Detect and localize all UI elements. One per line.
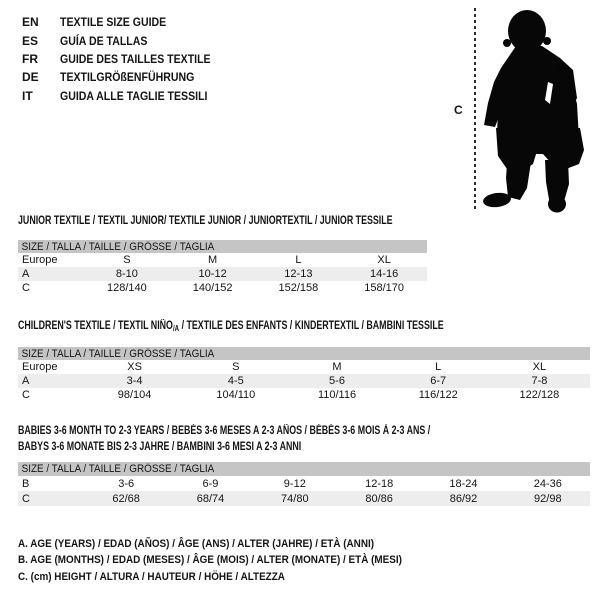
size-header-text: SIZE / TALLA / TAILLE / GRÖSSE / TAGLIA — [21, 347, 215, 360]
size-cell: S — [123, 254, 131, 266]
row-label: C — [22, 282, 30, 294]
size-cell: 12-13 — [284, 268, 313, 280]
size-cell: M — [208, 254, 218, 266]
size-header-bar — [18, 462, 590, 476]
footnote-a — [18, 536, 445, 552]
size-cell: 3-6 — [118, 477, 135, 490]
language-row-en — [22, 13, 231, 31]
table-row-age — [18, 267, 427, 281]
size-cell: XS — [127, 361, 142, 373]
size-cell: 140/152 — [192, 282, 233, 294]
size-cell: 152/158 — [278, 282, 319, 294]
size-cell: L — [295, 254, 302, 266]
children-size-table — [18, 347, 590, 402]
babies-size-table — [18, 462, 590, 506]
table-row-europe — [18, 253, 427, 267]
row-label: A — [22, 375, 30, 387]
toddler-silhouette-icon — [480, 4, 598, 214]
size-cell: 6-9 — [202, 477, 219, 490]
table-row-height — [18, 491, 590, 506]
language-list — [22, 13, 231, 105]
size-header-bar — [18, 347, 590, 360]
size-header-text: SIZE / TALLA / TAILLE / GRÖSSE / TAGLIA — [21, 463, 215, 475]
language-row-it — [22, 87, 231, 105]
size-cell: 68/74 — [196, 492, 225, 505]
size-cell: XL — [377, 254, 391, 266]
size-cell: 24-36 — [533, 477, 562, 490]
row-label: A — [22, 268, 30, 280]
size-cell: 3-4 — [126, 375, 143, 387]
junior-table-title — [18, 214, 393, 230]
size-cell: 116/122 — [418, 389, 458, 401]
language-code: ES — [22, 33, 39, 48]
table-row-height — [18, 388, 590, 402]
table-title-line1: BABIES 3-6 MONTH TO 2-3 YEARS / BEBÉS 3-6 MESES A 2-3 AÑOS / BÉBÉS 3-6 MOIS À 2-3 ANS / — [18, 425, 431, 437]
size-cell: 92/98 — [534, 492, 562, 505]
language-code: FR — [22, 51, 38, 66]
height-measure-label: C — [454, 103, 463, 117]
size-cell: 128/140 — [106, 282, 147, 294]
size-cell: 104/110 — [216, 389, 256, 401]
row-label: B — [22, 477, 30, 490]
footnote-text: A. AGE (YEARS) / EDAD (AÑOS) / ÂGE (ANS) / ALTER (JAHRE) / ETÀ (ANNI) — [18, 538, 375, 551]
footnote-text: B. AGE (MONTHS) / EDAD (MESES) / ÂGE (MOIS) / ALTER (MONATE) / ETÀ (MESI) — [18, 554, 402, 567]
size-cell: M — [332, 361, 342, 373]
size-cell: 158/170 — [364, 282, 404, 294]
language-label: TEXTILGRÖßENFÜHRUNG — [60, 70, 195, 85]
table-row-europe — [18, 360, 590, 374]
language-code: IT — [22, 88, 33, 103]
size-cell: 8-10 — [115, 268, 138, 280]
row-label: C — [22, 492, 30, 505]
table-title-line2: BABYS 3-6 MONATE BIS 2-3 JAHRE / BAMBINI 3-6 MESI A 2-3 ANNI — [18, 440, 302, 453]
size-cell: 5-6 — [329, 375, 345, 387]
table-title-subscript: /A — [172, 324, 180, 333]
size-cell: L — [435, 361, 442, 373]
size-cell: S — [232, 361, 240, 373]
language-label: GUIDA ALLE TAGLIE TESSILI — [60, 88, 208, 103]
language-row-fr — [22, 50, 231, 68]
size-cell: 110/116 — [317, 389, 357, 401]
row-label: Europe — [22, 254, 58, 266]
size-header-text: SIZE / TALLA / TAILLE / GRÖSSE / TAGLIA — [21, 240, 215, 253]
junior-size-table — [18, 240, 427, 295]
table-title-text: JUNIOR TEXTILE / TEXTIL JUNIOR/ TEXTILE JUNIOR / JUNIORTEXTIL / JUNIOR TESSILE — [18, 215, 393, 227]
size-cell: 122/128 — [519, 389, 560, 401]
size-cell: XL — [532, 361, 547, 373]
footnote-b — [18, 552, 445, 568]
language-row-de — [22, 68, 231, 86]
row-label: C — [22, 389, 30, 401]
size-cell: 86/92 — [449, 492, 478, 505]
size-cell: 4-5 — [227, 375, 244, 387]
footnote-text: C. (cm) HEIGHT / ALTURA / HAUTEUR / HÖHE / ALTEZZA — [18, 570, 285, 583]
size-cell: 6-7 — [430, 375, 447, 387]
language-code: EN — [22, 15, 39, 30]
size-cell: 62/68 — [112, 492, 140, 505]
language-label: TEXTILE SIZE GUIDE — [60, 15, 167, 30]
size-cell: 98/104 — [117, 389, 152, 401]
language-code: DE — [22, 70, 39, 85]
footnote-c — [18, 569, 445, 585]
table-row-height — [18, 281, 427, 295]
language-label: GUIDE DES TAILLES TEXTILE — [60, 51, 211, 66]
height-dotted-line — [474, 8, 476, 210]
size-header-bar — [18, 240, 427, 253]
table-title-text: / TEXTILE DES ENFANTS / KINDERTEXTIL / BAMBINI TESSILE — [179, 320, 444, 332]
size-cell: 10-12 — [198, 268, 227, 280]
footnotes — [18, 536, 445, 585]
size-cell: 14-16 — [370, 268, 399, 280]
size-cell: 18-24 — [449, 477, 478, 490]
children-table-title — [18, 319, 444, 337]
row-label: Europe — [22, 361, 58, 373]
language-row-es — [22, 31, 231, 49]
table-title-text: CHILDREN'S TEXTILE / TEXTIL NIÑO — [18, 320, 173, 332]
size-cell: 9-12 — [283, 477, 306, 490]
size-cell: 74/80 — [281, 492, 309, 505]
babies-table-title — [18, 424, 430, 455]
table-row-age — [18, 374, 590, 388]
language-label: GUÍA DE TALLAS — [60, 33, 148, 48]
size-cell: 12-18 — [365, 477, 394, 490]
size-cell: 80/86 — [365, 492, 393, 505]
size-cell: 7-8 — [531, 375, 548, 387]
table-row-age-months — [18, 476, 590, 491]
